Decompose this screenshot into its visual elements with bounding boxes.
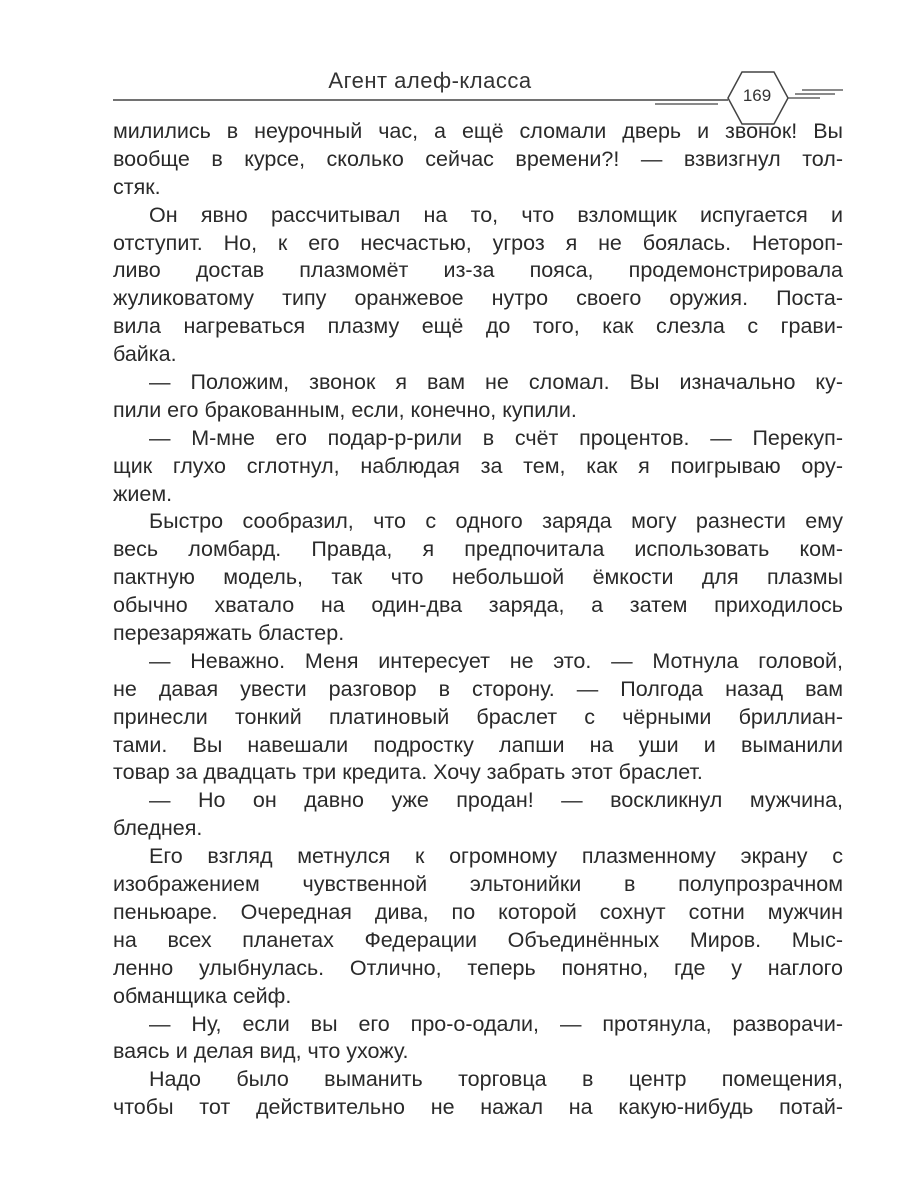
text-line: — М-мне его подар-р-рили в счёт процентов. — Перекуп- bbox=[149, 425, 843, 450]
text-line: бледнея. bbox=[113, 816, 203, 841]
text-line: щик глухо сглотнул, наблюдая за тем, как я поигрываю ору- bbox=[113, 453, 843, 478]
page-number: 169 bbox=[742, 86, 772, 105]
text-line: — Неважно. Меня интересует не это. — Мотнула головой, bbox=[149, 648, 843, 673]
text-line: — Положим, звонок я вам не сломал. Вы изначально ку- bbox=[149, 370, 843, 395]
running-title: Агент алеф-класса bbox=[328, 68, 532, 93]
text-line: вообще в курсе, сколько сейчас времени?! — взвизгнул тол- bbox=[113, 146, 843, 171]
text-line: пеньюаре. Очередная дива, по которой сохнут сотни мужчин bbox=[113, 899, 843, 924]
text-line: тами. Вы навешали подростку лапши на уши и выманили bbox=[113, 732, 843, 757]
text-line: весь ломбард. Правда, я предпочитала использовать ком- bbox=[113, 537, 843, 562]
text-line: перезаряжать бластер. bbox=[113, 621, 345, 646]
text-line: товар за двадцать три кредита. Хочу забрать этот браслет. bbox=[113, 760, 703, 785]
text-line: ленно улыбнулась. Отлично, теперь понятно, где у наглого bbox=[113, 955, 843, 980]
text-line: Его взгляд метнулся к огромному плазменному экрану с bbox=[149, 844, 843, 869]
text-line: не давая увести разговор в сторону. — Полгода назад вам bbox=[113, 676, 843, 701]
text-line: жием. bbox=[113, 481, 173, 506]
text-line: Надо было выманить торговца в центр помещения, bbox=[149, 1067, 843, 1092]
text-line: Он явно рассчитывал на то, что взломщик испугается и bbox=[149, 202, 843, 227]
text-line: пактную модель, так что небольшой ёмкости для плазмы bbox=[113, 565, 843, 590]
text-line: на всех планетах Федерации Объединённых Миров. Мыс- bbox=[113, 927, 843, 952]
text-line: милились в неурочный час, а ещё сломали дверь и звонок! Вы bbox=[113, 119, 843, 143]
text-line: вила нагреваться плазму ещё до того, как слезла с грави- bbox=[113, 314, 843, 339]
text-line: принесли тонкий платиновый браслет с чёрными бриллиан- bbox=[113, 704, 843, 729]
text-line: ваясь и делая вид, что ухожу. bbox=[113, 1039, 409, 1064]
text-line: чтобы тот действительно не нажал на какую-нибудь потай- bbox=[113, 1095, 843, 1120]
text-line: стяк. bbox=[113, 174, 161, 199]
text-line: пили его бракованным, если, конечно, купили. bbox=[113, 397, 577, 422]
body-text bbox=[113, 118, 843, 1122]
text-line: обманщика сейф. bbox=[113, 983, 292, 1008]
text-line: — Но он давно уже продан! — воскликнул мужчина, bbox=[149, 788, 843, 813]
text-line: изображением чувственной эльтонийки в полупрозрачном bbox=[113, 872, 843, 897]
text-line: байка. bbox=[113, 342, 177, 367]
text-line: ливо достав плазмомёт из-за пояса, продемонстрировала bbox=[113, 258, 843, 283]
text-line: отступит. Но, к его несчастью, угроз я не боялась. Нетороп- bbox=[113, 230, 843, 255]
text-line: обычно хватало на один-два заряда, а затем приходилось bbox=[113, 593, 843, 618]
text-line: — Ну, если вы его про-о-одали, — протянула, разворачи- bbox=[149, 1011, 843, 1036]
text-line: Быстро сообразил, что с одного заряда могу разнести ему bbox=[149, 509, 843, 534]
text-line: жуликоватому типу оранжевое нутро своего оружия. Поста- bbox=[113, 286, 843, 311]
